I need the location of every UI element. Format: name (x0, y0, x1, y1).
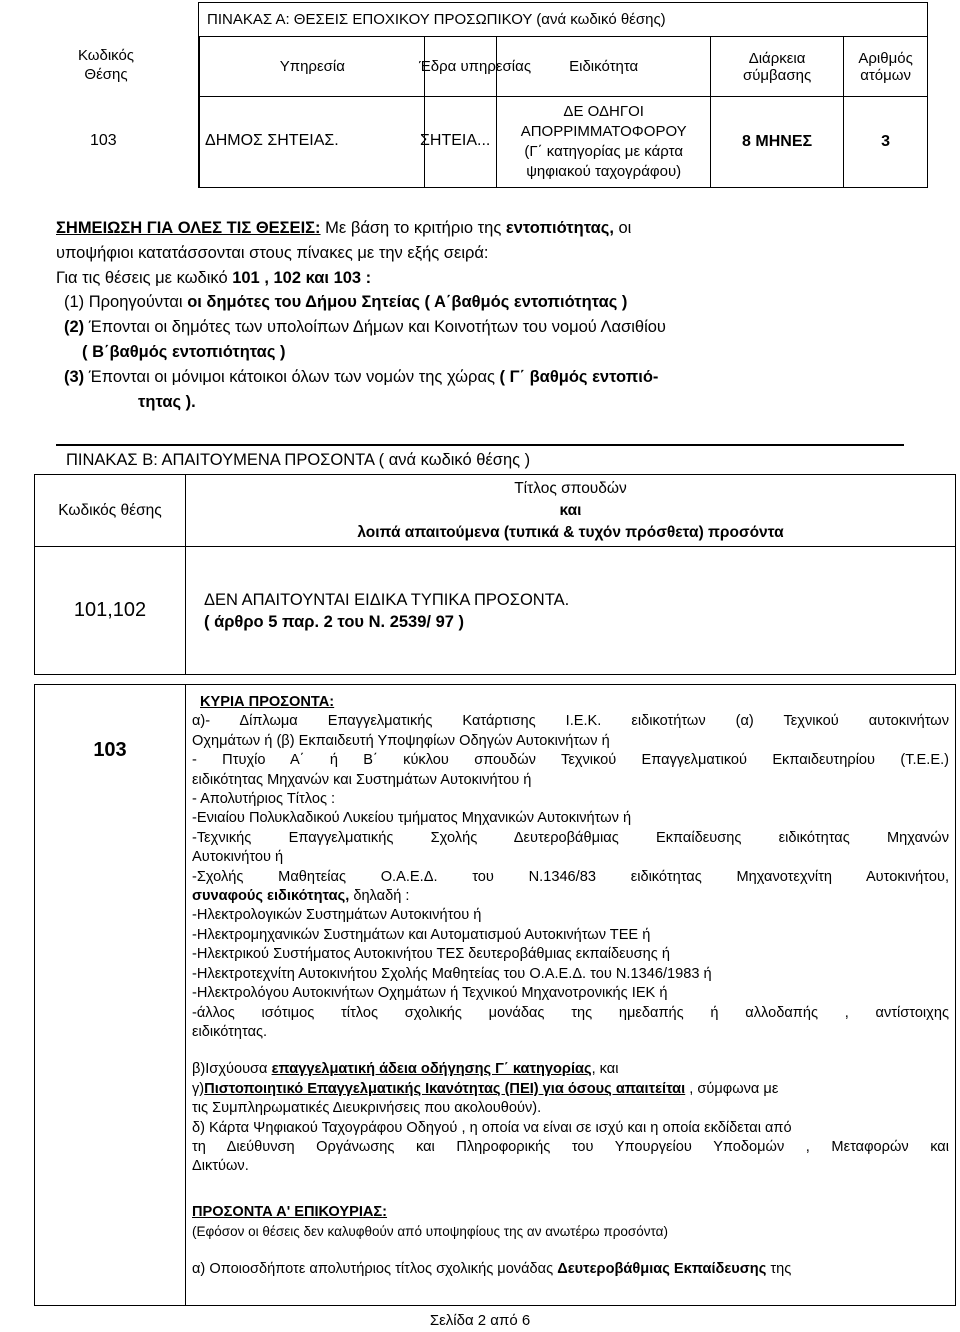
emphasis: Πιστοποιητικό Επαγγελματικής Ικανότητας (ΠΕΙ) για όσους απαιτείται (204, 1080, 686, 1097)
table-b-title: ΠΙΝΑΚΑΣ Β: ΑΠΑΙΤΟΥΜΕΝΑ ΠΡΟΣΟΝΤΑ ( ανά κωδικό θέσης ) (66, 451, 531, 469)
main-line: ειδικότητας Μηχανών και Συστημάτων Αυτοκινήτου ή (192, 771, 532, 788)
spec-line-4: ψηφιακού ταχογράφου) (526, 163, 682, 180)
note-emphasis: εντοπιότητας, (505, 219, 614, 237)
note-text: οι (613, 219, 632, 237)
hdr-line-2: και (559, 501, 582, 519)
header-count-l1: Αριθμός (858, 49, 913, 67)
row-code: 103 (90, 132, 117, 149)
note-text: Έπονται οι δημότες των υπολοίπων Δήμων και Κοινοτήτων του νομού Λασιθίου (84, 318, 666, 337)
table-b-header-code: Κωδικός θέσης (35, 475, 186, 547)
note-codes: 101 , 102 και 103 : (232, 268, 372, 287)
row-duration: 8 ΜΗΝΕΣ (710, 97, 843, 188)
table-b-header-title (186, 475, 956, 547)
note-line-2: υποψήφιοι κατατάσσονται στους πίνακες με την εξής σειρά: (56, 243, 489, 262)
note-text: Με βάση το κριτήριο της (320, 219, 506, 237)
row-101-code: 101,102 (35, 547, 186, 675)
text: β)Ισχύουσα (192, 1061, 272, 1078)
header-seat-label: Έδρα υπηρεσίας (418, 58, 532, 75)
main-line (192, 887, 949, 906)
main-line: -Ηλεκτρολόγου Αυτοκινήτων Οχημάτων ή Τεχνικού Μηχανοτρονικής ΙΕΚ ή (192, 985, 668, 1002)
header-code-l1: Κωδικός (77, 47, 135, 64)
text: , και (591, 1061, 619, 1078)
note-emphasis: ( Γ΄ βαθμός εντοπιό- (499, 367, 659, 386)
text: γ) (192, 1080, 205, 1097)
main-line: ειδικότητας. (192, 1023, 268, 1040)
row-103-code-text: 103 (93, 738, 127, 761)
row-service: ΔΗΜΟΣ ΣΗΤΕΙΑΣ. (205, 132, 339, 149)
note-item-1 (56, 290, 832, 315)
main-line: -Ηλεκτρικού Συστήματος Αυτοκινήτου ΤΕΣ δευτεροβάθμιας εκπαίδευσης ή (192, 946, 670, 963)
header-service: Υπηρεσία (200, 37, 425, 97)
note-line-3 (56, 266, 832, 291)
note-item-3 (56, 365, 832, 390)
page-footer: Σελίδα 2 από 6 (429, 1312, 531, 1329)
note-heading: ΣΗΜΕΙΩΣΗ ΓΙΑ ΟΛΕΣ ΤΙΣ ΘΕΣΕΙΣ: (56, 219, 321, 237)
note-item-2-grade: ( Β΄βαθμός εντοπιότητας ) (82, 342, 286, 361)
table-a (198, 2, 928, 188)
text: δηλαδή : (349, 888, 410, 905)
spacer (192, 1177, 949, 1203)
note-text: Προηγούνται (84, 293, 188, 312)
note-block (56, 216, 832, 414)
header-count-l2: ατόμων (860, 66, 911, 84)
header-code (56, 46, 156, 84)
item-number: (3) (64, 367, 85, 386)
header-duration (710, 37, 843, 97)
main-line: - Απολυτήριος Τίτλος : (192, 791, 336, 808)
item-number: (2) (64, 318, 85, 337)
main-line: α)- Δίπλωμα Επαγγελματικής Κατάρτισης Ι.Ε.Κ. ειδικοτήτων (α) Τεχνικού αυτοκινήτων (192, 713, 949, 730)
header-duration-l2: σύμβασης (742, 66, 812, 84)
main-line: -Σχολής Μαθητείας Ο.Α.Ε.Δ. του Ν.1346/83 ειδικότητας Μηχανοτεχνίτη Αυτοκινήτου, (192, 868, 949, 885)
text: της (766, 1260, 792, 1277)
table-a-title: ΠΙΝΑΚΑΣ Α: ΘΕΣΕΙΣ ΕΠΟΧΙΚΟΥ ΠΡΟΣΩΠΙΚΟΥ (ανά κωδικό θέσης) (199, 3, 928, 37)
note-item-3-end: τητας ). (138, 392, 196, 411)
main-line: -άλλος ισότιμος τίτλος σχολικής μονάδας της ημεδαπής ή αλλοδαπής , αντίστοιχης (192, 1004, 949, 1021)
header-duration-l1: Διάρκεια (748, 49, 806, 67)
main-line: τη Διεύθυνση Οργάνωσης και Πληροφορικής του Υπουργείου Υποδομών , Μεταφορών και (192, 1138, 949, 1155)
header-count (844, 37, 928, 97)
table-b (34, 474, 956, 1306)
main-line: Δικτύων. (192, 1158, 249, 1175)
spacer (192, 1042, 949, 1060)
row-count: 3 (844, 97, 928, 188)
note-text: Έπονται οι μόνιμοι κάτοικοι όλων των νομών της χώρας (84, 367, 500, 386)
main-line: -Ηλεκτρομηχανικών Συστημάτων και Αυτοματισμού Αυτοκινήτων ΤΕΕ ή (192, 926, 651, 943)
gap (35, 675, 186, 685)
main-line: -Τεχνικής Επαγγελματικής Σχολής Δευτεροβάθμιας Εκπαίδευσης ειδικότητας Μηχανών (192, 829, 949, 846)
note-emphasis: οι δημότες του Δήμου Σητείας ( Α΄βαθμός εντοπιότητας ) (187, 293, 628, 312)
emphasis: συναφούς ειδικότητας, (192, 888, 350, 905)
main-line: τις Συμπληρωματικές Διευκρινήσεις που ακολουθούν). (192, 1100, 542, 1117)
text: α) Οποιοσδήποτε απολυτήριος τίτλος σχολικής μονάδας (192, 1260, 558, 1277)
emphasis: επαγγελματική άδεια οδήγησης Γ΄ κατηγορίας (271, 1061, 592, 1078)
aux-note: (Εφόσον οι θέσεις δεν καλυφθούν από υποψηφίους της αν ανωτέρω προσόντα) (192, 1224, 668, 1240)
main-heading: ΚΥΡΙΑ ΠΡΟΣΟΝΤΑ: (200, 694, 335, 710)
spec-line-2: ΑΠΟΡΡΙΜΜΑΤΟΦΟΡΟΥ (520, 123, 687, 140)
main-line: -Ηλεκτροτεχνίτη Αυτοκινήτου Σχολής Μαθητείας του Ο.Α.Ε.Δ. του Ν.1346/1983 ή (192, 965, 712, 982)
note-line-1 (56, 216, 832, 241)
note-text: Για τις θέσεις με κωδικό (56, 268, 233, 287)
row-103-code (35, 685, 186, 1306)
spec-line-1: ΔΕ ΟΔΗΓΟΙ (563, 103, 644, 120)
r1-line-2: ( άρθρο 5 παρ. 2 του Ν. 2539/ 97 ) (204, 612, 464, 631)
main-line: -Ηλεκτρολογικών Συστημάτων Αυτοκινήτου ή (192, 907, 482, 924)
header-code-l2: Θέσης (84, 66, 128, 83)
spec-line-3: (Γ΄ κατηγορίας με κάρτα (524, 143, 683, 160)
main-line: Αυτοκινήτου ή (192, 849, 284, 866)
header-specialty: Ειδικότητα (497, 37, 711, 97)
main-line: Οχημάτων ή (β) Εκπαιδευτή Υποψηφίων Οδηγών Αυτοκινήτων ή (192, 732, 610, 749)
row-specialty (497, 97, 711, 188)
r1-line-1: ΔΕΝ ΑΠΑΙΤΟΥΝΤΑΙ ΕΙΔΙΚΑ ΤΥΠΙΚΑ ΠΡΟΣΟΝΤΑ. (204, 590, 570, 609)
divider (56, 444, 904, 446)
text: , σύμφωνα με (685, 1080, 779, 1097)
gap (186, 675, 956, 685)
note-item-2 (56, 315, 832, 340)
hdr-line-3: λοιπά απαιτούμενα (τυπικά & τυχόν πρόσθετα) προσόντα (357, 523, 784, 541)
aux-line (192, 1260, 949, 1279)
main-line: δ) Κάρτα Ψηφιακού Ταχογράφου Οδηγού , η οποία να είναι σε ισχύ και η οποία εκδίδεται από (192, 1119, 792, 1136)
spacer (192, 1242, 949, 1260)
emphasis: Δευτεροβάθμιας Εκπαίδευσης (557, 1260, 767, 1277)
main-line-g (192, 1080, 949, 1099)
row-103-requirements (186, 685, 956, 1306)
main-line-b (192, 1060, 949, 1079)
aux-heading: ΠΡΟΣΟΝΤΑ Α' ΕΠΙΚΟΥΡΙΑΣ: (192, 1203, 388, 1220)
row-seat: ΣΗΤΕΙΑ... (420, 132, 491, 149)
hdr-line-1: Τίτλος σπουδών (514, 479, 627, 497)
row-101-requirements (186, 547, 956, 675)
main-line: - Πτυχίο Α΄ ή Β΄ κύκλου σπουδών Τεχνικού Επαγγελματικού Εκπαιδευτηρίου (Τ.Ε.Ε.) (192, 752, 949, 769)
item-number: (1) (64, 293, 85, 312)
main-line: -Ενιαίου Πολυκλαδικού Λυκείου τμήματος Μηχανικών Αυτοκινήτων ή (192, 810, 632, 827)
